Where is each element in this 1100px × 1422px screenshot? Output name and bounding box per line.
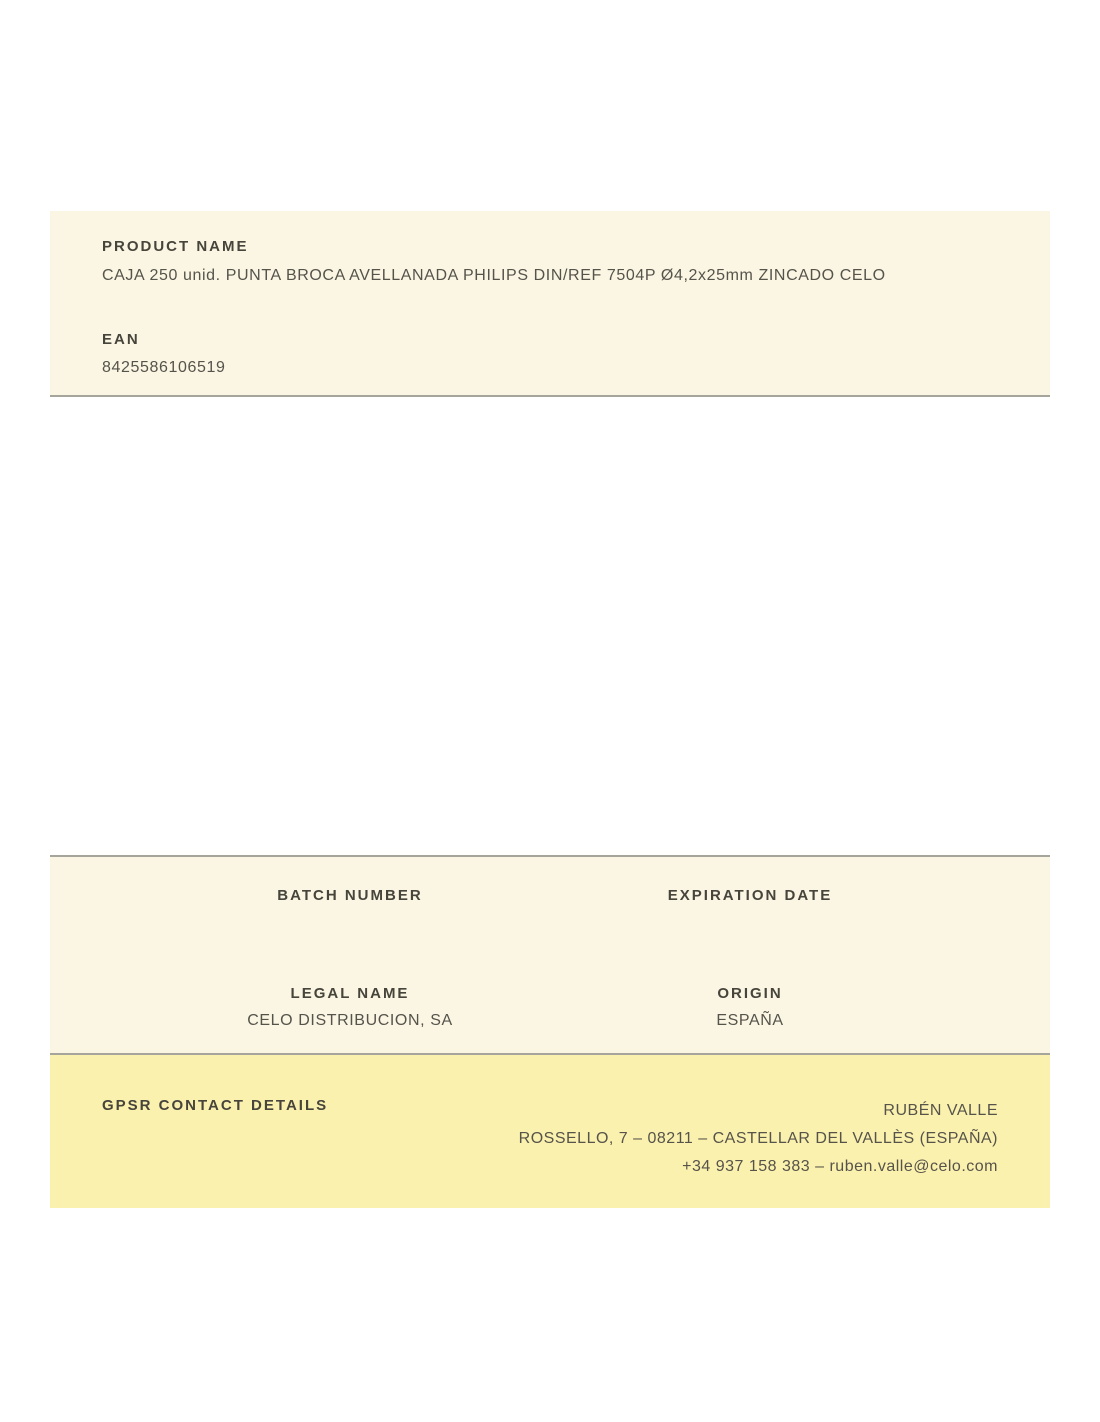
gpsr-contact-details-label: GPSR CONTACT DETAILS — [102, 1097, 329, 1114]
legal-name-value: CELO DISTRIBUCION, SA — [247, 1012, 453, 1029]
batch-number-value — [150, 913, 550, 941]
legal-name-cell — [150, 985, 550, 1039]
origin-label: ORIGIN — [717, 985, 783, 1002]
product-name-value: CAJA 250 unid. PUNTA BROCA AVELLANADA PHILIPS DIN/REF 7504P Ø4,2x25mm ZINCADO CELO — [102, 267, 886, 284]
product-info-panel — [50, 211, 1050, 397]
gpsr-contact-phone-email: +34 937 158 383 – ruben.valle@celo.com — [682, 1158, 998, 1175]
expiration-date-cell — [550, 887, 950, 941]
batch-info-panel — [50, 855, 1050, 1055]
gpsr-contact-panel — [50, 1055, 1050, 1208]
legal-name-label: LEGAL NAME — [290, 985, 410, 1002]
batch-number-label: BATCH NUMBER — [277, 887, 423, 904]
expiration-date-value — [550, 913, 950, 941]
expiration-date-label: EXPIRATION DATE — [667, 887, 833, 904]
product-name-label: PRODUCT NAME — [102, 238, 249, 255]
gpsr-contact-address: ROSSELLO, 7 – 08211 – CASTELLAR DEL VALLÈS (ESPAÑA) — [518, 1130, 998, 1147]
ean-label: EAN — [102, 331, 140, 348]
gpsr-contact-block — [519, 1097, 998, 1181]
origin-value: ESPAÑA — [716, 1012, 784, 1029]
ean-value: 8425586106519 — [102, 359, 226, 376]
gpsr-contact-name: RUBÉN VALLE — [883, 1102, 998, 1119]
batch-number-cell — [150, 887, 550, 941]
origin-cell — [550, 985, 950, 1039]
